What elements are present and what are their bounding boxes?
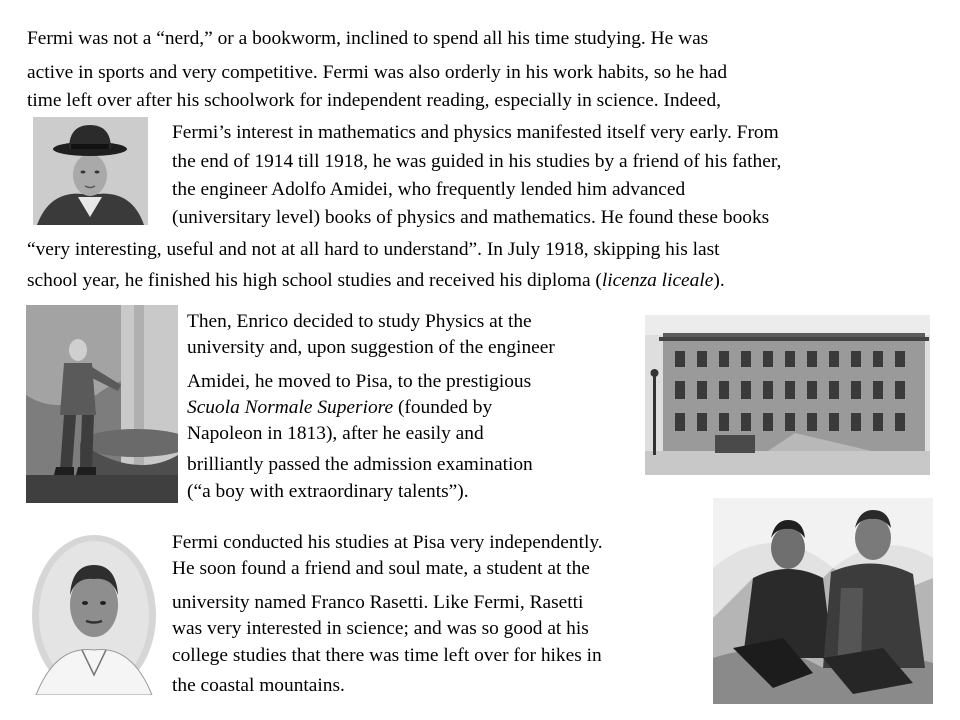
text-line: university and, upon suggestion of the engineer — [187, 337, 555, 358]
text-line: Amidei, he moved to Pisa, to the prestigious — [187, 371, 532, 392]
text-line: Napoleon in 1813), after he easily and — [187, 423, 484, 444]
text-line — [187, 395, 492, 421]
text-line: the coastal mountains. — [172, 675, 345, 696]
diploma-name: licenza liceale — [601, 270, 714, 291]
text-line: the engineer Adolfo Amidei, who frequently lended him advanced — [172, 179, 686, 200]
text-line: Fermi’s interest in mathematics and physics manifested itself very early. From — [172, 122, 779, 143]
text-line: was very interested in science; and was so good at his — [172, 618, 589, 639]
text-line: college studies that there was time left over for hikes in — [172, 645, 602, 666]
text-line: active in sports and very competitive. Fermi was also orderly in his work habits, so he had — [27, 62, 728, 83]
text-line: university named Franco Rasetti. Like Fermi, Rasetti — [172, 592, 584, 613]
text-line — [27, 268, 725, 294]
photo-fermi-fountain — [26, 305, 178, 503]
text-line: brilliantly passed the admission examination — [187, 454, 533, 475]
photo-scuola-normale-building — [645, 315, 930, 475]
photo-young-fermi-hat — [33, 117, 148, 225]
text-segment: ). — [713, 270, 725, 291]
text-line: He soon found a friend and soul mate, a student at the — [172, 558, 590, 579]
text-line: the end of 1914 till 1918, he was guided in his studies by a friend of his father, — [172, 151, 782, 172]
text-line: Fermi was not a “nerd,” or a bookworm, inclined to spend all his time studying. He was — [27, 28, 709, 49]
text-line: Fermi conducted his studies at Pisa very independently. — [172, 532, 603, 553]
text-line: “very interesting, useful and not at all hard to understand”. In July 1918, skipping his last — [27, 239, 720, 260]
photo-fermi-rasetti-mountains — [713, 498, 933, 704]
photo-fermi-portrait — [26, 525, 162, 695]
text-segment: (founded by — [393, 397, 493, 418]
text-line: (universitary level) books of physics and mathematics. He found these books — [172, 207, 770, 228]
text-line: (“a boy with extraordinary talents”). — [187, 481, 469, 502]
text-line: Then, Enrico decided to study Physics at the — [187, 311, 532, 332]
text-line: time left over after his schoolwork for independent reading, especially in science. Indeed, — [27, 90, 722, 111]
text-segment: school year, he finished his high school studies and received his diploma ( — [27, 270, 602, 291]
school-name: Scuola Normale Superiore — [187, 397, 394, 418]
